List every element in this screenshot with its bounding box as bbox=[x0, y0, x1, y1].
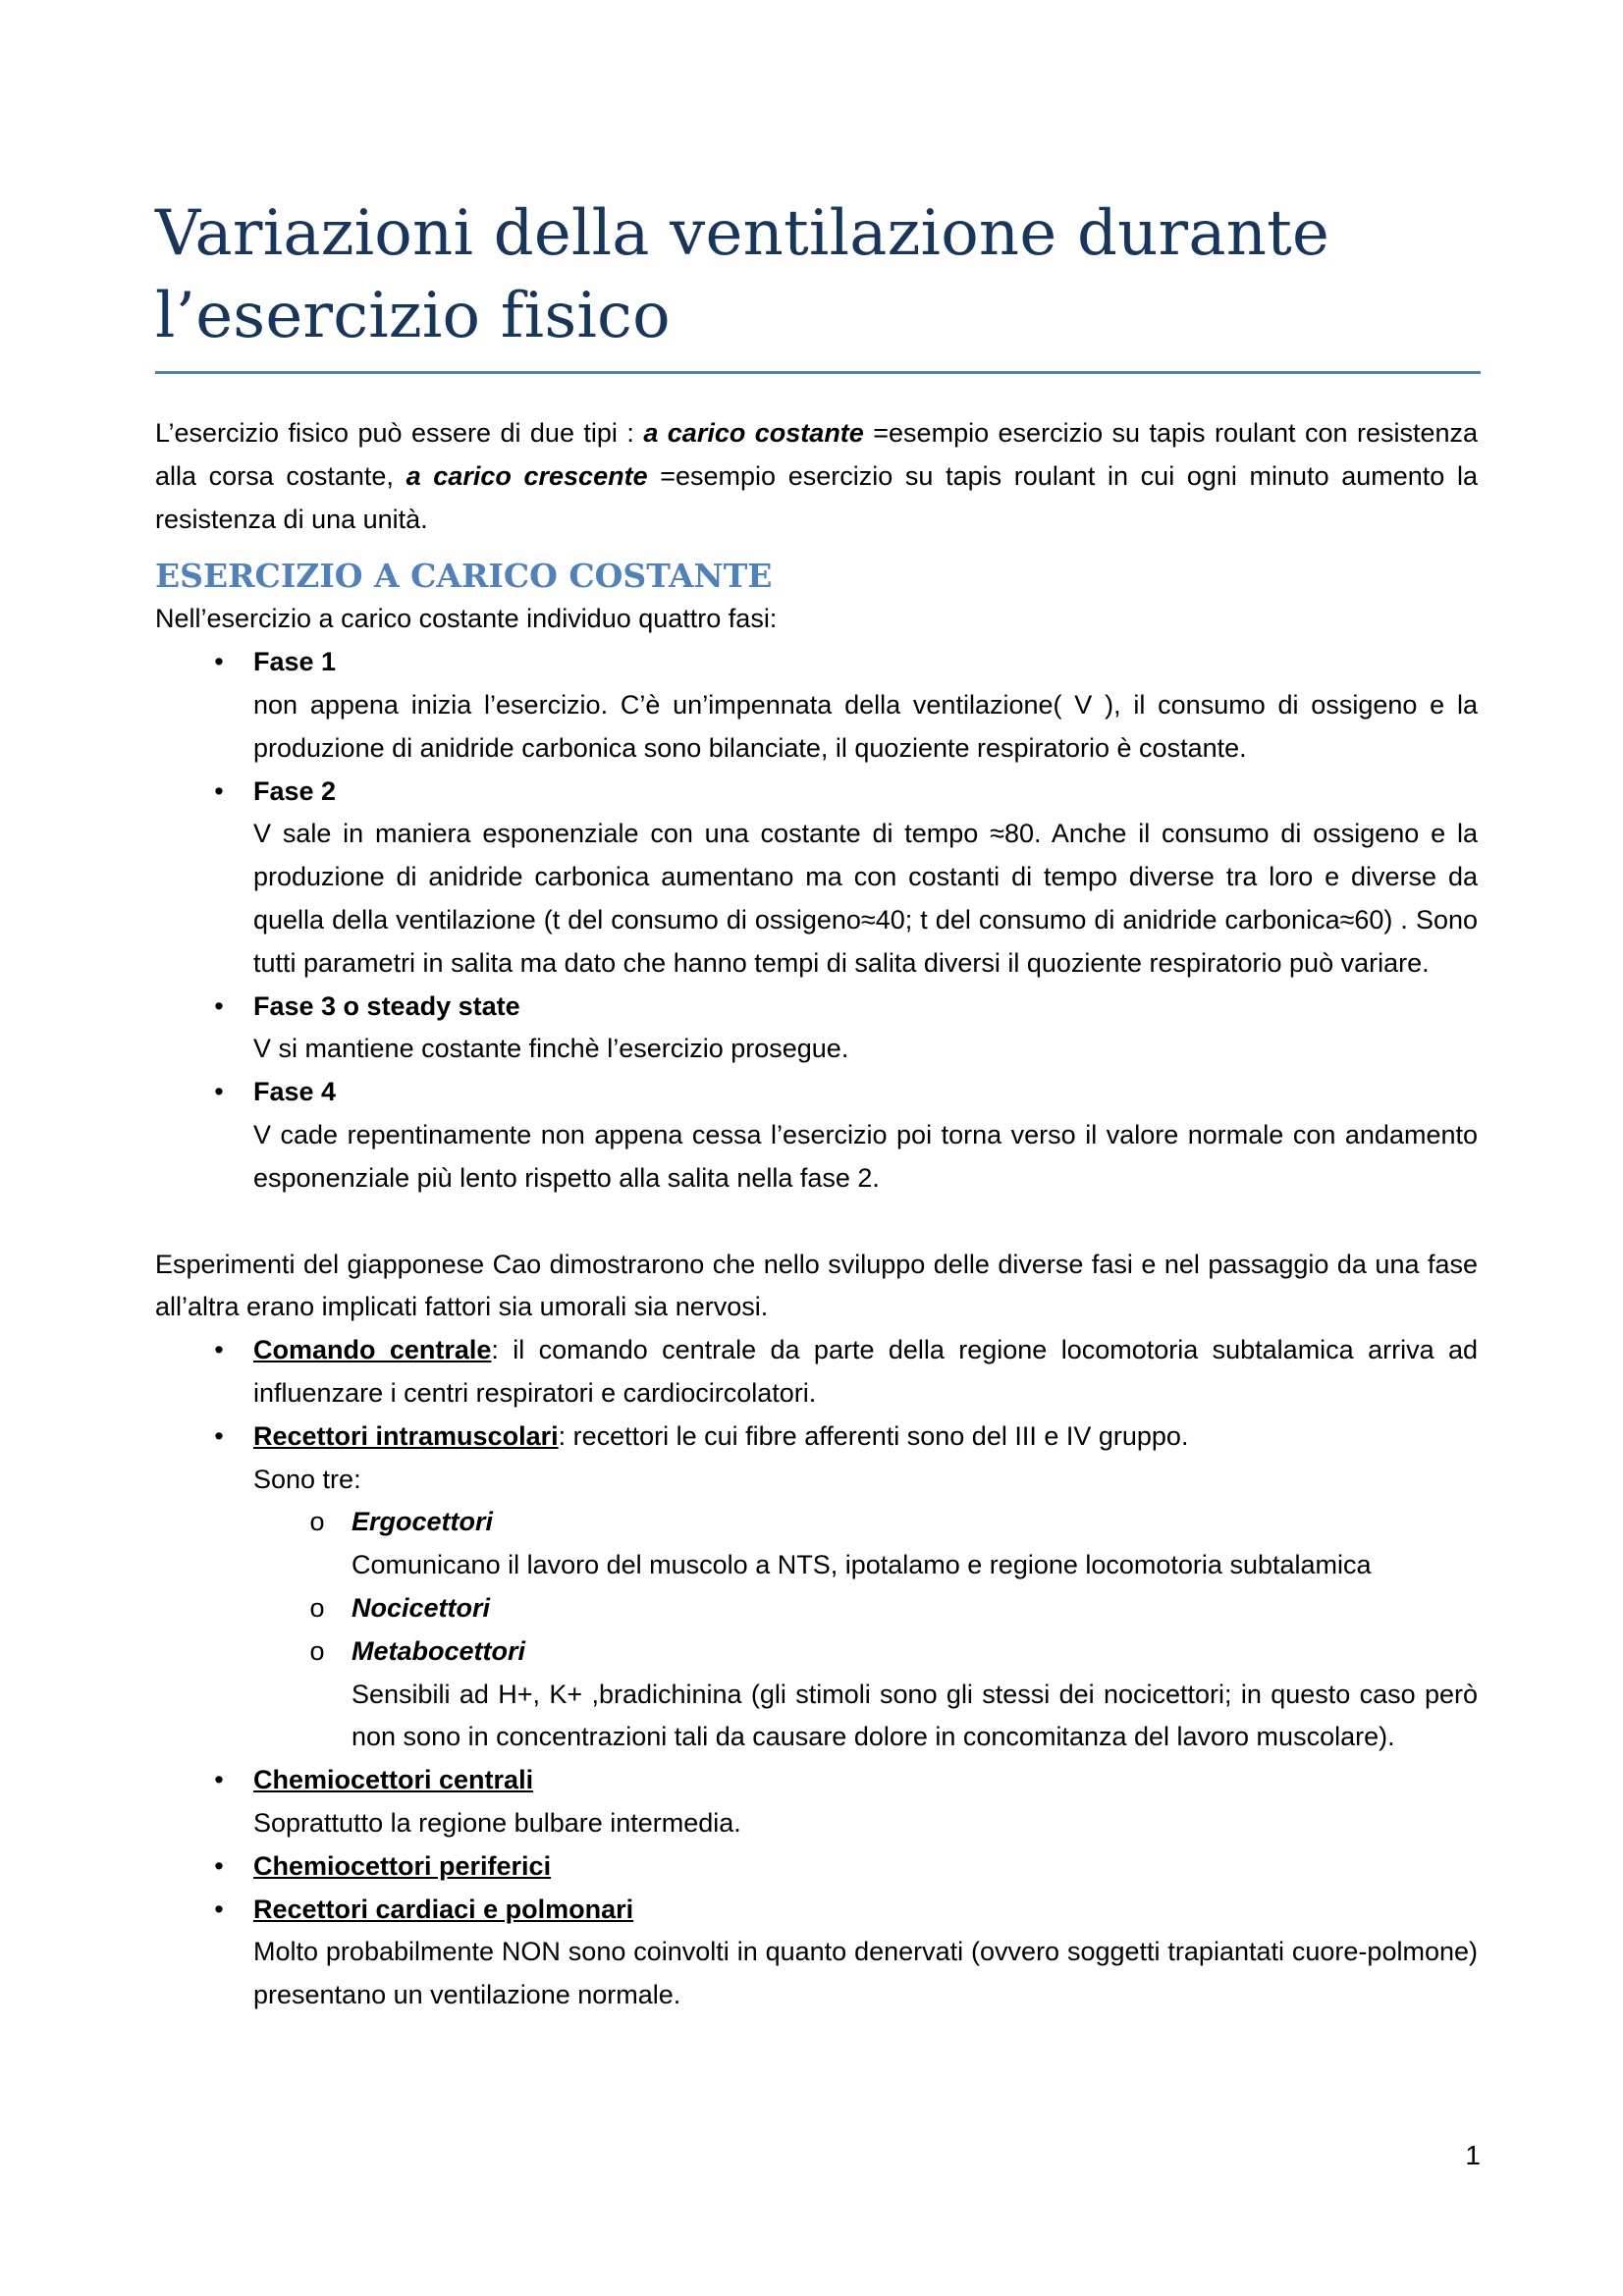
list-item-recettori-intramuscolari bbox=[155, 1415, 1478, 1502]
list-item-fase-1 bbox=[155, 641, 1478, 770]
factor-name: Comando centrale bbox=[253, 1335, 492, 1365]
title-underline-rule bbox=[155, 371, 1481, 374]
bullet-icon: • bbox=[214, 647, 224, 677]
factor-name: Recettori cardiaci e polmonari bbox=[253, 1894, 634, 1924]
page-number: 1 bbox=[1465, 2140, 1481, 2170]
sub-bullet-icon: o bbox=[309, 1635, 325, 1666]
bullet-icon: • bbox=[214, 1335, 224, 1365]
sub-list-item-metabocettori bbox=[155, 1630, 1478, 1759]
factor-name: Chemiocettori centrali bbox=[253, 1765, 534, 1795]
receptor-name: Nocicettori bbox=[352, 1592, 491, 1623]
bullet-icon: • bbox=[214, 990, 224, 1021]
list-item-recettori-cardiaci bbox=[155, 1889, 1478, 2017]
section-heading-carico-costante: ESERCIZIO A CARICO COSTANTE bbox=[155, 557, 773, 596]
list-item-comando-centrale bbox=[155, 1329, 1478, 1415]
bullet-icon: • bbox=[214, 1077, 224, 1107]
phase-text: V cade repentinamente non appena cessa l’esercizio poi torna verso il valore normale con andamento esponenziale più lento rispetto alla salita nella fase 2. bbox=[253, 1119, 1478, 1193]
bullet-icon: • bbox=[214, 1420, 224, 1451]
factor-text: Soprattutto la regione bulbare intermedia. bbox=[253, 1807, 741, 1838]
factor-text: : recettori le cui fibre afferenti sono del III e IV gruppo. bbox=[558, 1420, 1189, 1451]
bullet-icon: • bbox=[214, 1765, 224, 1795]
section-lead: Nell’esercizio a carico costante individuo quattro fasi: bbox=[155, 604, 778, 634]
sub-list-item-nocicettori bbox=[155, 1587, 1478, 1630]
sub-bullet-icon: o bbox=[309, 1592, 325, 1623]
factor-text: Molto probabilmente NON sono coinvolti in quanto denervati (ovvero soggetti trapiantati cuore-polmone) presentano un ventilazione normale. bbox=[253, 1937, 1478, 2010]
sub-list-item-ergocettori bbox=[155, 1501, 1478, 1587]
list-item-chemiocettori-centrali bbox=[155, 1759, 1478, 1845]
factor-name: Chemiocettori periferici bbox=[253, 1850, 552, 1881]
phase-text: V sale in maniera esponenziale con una costante di tempo ≈80. Anche il consumo di ossigeno e la produzione di anidride carbonica aumentano ma con costanti di tempo diverse tra loro e diverse da quella della ventilazione (t del consumo di ossigeno≈40; t del consumo di anidride carbonica≈60) . Sono tutti parametri in salita ma dato che hanno tempi di salita diversi il quoziente respiratorio può variare. bbox=[253, 819, 1478, 978]
bullet-icon: • bbox=[214, 1894, 224, 1924]
receptor-text: Comunicano il lavoro del muscolo a NTS, ipotalamo e regione locomotoria subtalamica bbox=[352, 1550, 1372, 1580]
term-carico-crescente: a carico crescente bbox=[406, 460, 648, 491]
paragraph-gap bbox=[155, 1201, 1478, 1244]
factor-name: Recettori intramuscolari bbox=[253, 1420, 559, 1451]
phase-name: Fase 3 o steady state bbox=[253, 990, 520, 1021]
receptor-name: Ergocettori bbox=[352, 1507, 494, 1537]
experiments-paragraph: Esperimenti del giapponese Cao dimostrarono che nello sviluppo delle diverse fasi e nel passaggio da una fase all’altra erano implicati fattori sia umorali sia nervosi. bbox=[155, 1249, 1478, 1322]
bullet-icon: • bbox=[214, 1850, 224, 1881]
title-line-2: l’esercizio fisico bbox=[155, 280, 671, 352]
list-item-fase-3 bbox=[155, 986, 1478, 1072]
phase-name: Fase 1 bbox=[253, 647, 337, 677]
bullet-icon: • bbox=[214, 775, 224, 806]
sono-tre-label: Sono tre: bbox=[253, 1464, 361, 1494]
receptor-name: Metabocettori bbox=[352, 1635, 526, 1666]
phase-name: Fase 2 bbox=[253, 775, 337, 806]
list-item-chemiocettori-periferici bbox=[155, 1845, 1478, 1889]
title-line-1: Variazioni della ventilazione durante bbox=[155, 197, 1330, 270]
factor-text: : il comando centrale da parte della regione locomotoria subtalamica arriva ad influenzare i centri respiratori e cardiocircolatori. bbox=[253, 1335, 1478, 1408]
phase-text: V si mantiene costante finchè l’esercizio prosegue. bbox=[253, 1034, 849, 1064]
document-body bbox=[155, 412, 1478, 2017]
term-carico-costante: a carico costante bbox=[643, 418, 864, 448]
list-item-fase-2 bbox=[155, 771, 1478, 986]
phase-text: non appena inizia l’esercizio. C’è un’impennata della ventilazione( V ), il consumo di ossigeno e la produzione di anidride carbonica sono bilanciate, il quoziente respiratorio è costante. bbox=[253, 689, 1478, 763]
document-title bbox=[155, 192, 1481, 357]
intro-paragraph: L’esercizio fisico può essere di due tipi : a carico costante =esempio esercizio su tapis roulant con resistenza alla corsa costante, a carico crescente =esempio esercizio su tapis roulant in cui ogni minuto aumento la resistenza di una unità. bbox=[155, 418, 1479, 534]
receptor-text: Sensibili ad H+, K+ ,bradichinina (gli stimoli sono gli stessi dei nocicettori; in questo caso però non sono in concentrazioni tali da causare dolore in concomitanza del lavoro muscolare). bbox=[352, 1679, 1478, 1752]
phase-name: Fase 4 bbox=[253, 1077, 337, 1107]
sub-bullet-icon: o bbox=[309, 1507, 325, 1537]
list-item-fase-4 bbox=[155, 1071, 1478, 1200]
